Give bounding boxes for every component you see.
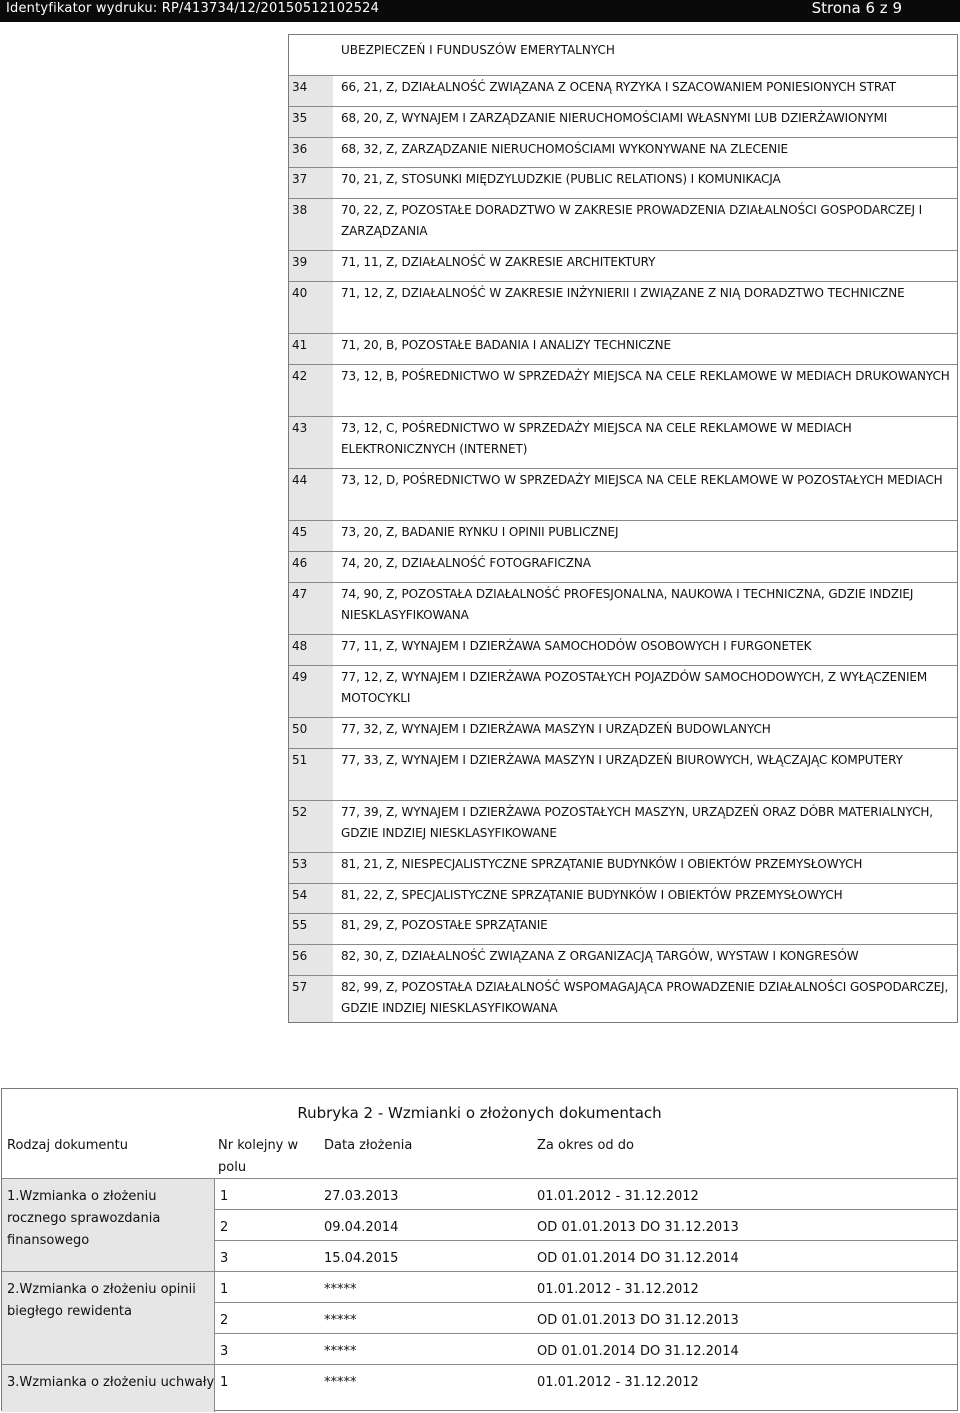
pkd-row-text: 70, 22, Z, POZOSTAŁE DORADZTWO W ZAKRESIE PROWADZENIA DZIAŁALNOŚCI GOSPODARCZEJ I ZARZĄDZANIA [341,203,923,238]
pkd-table [288,34,958,1023]
row-divider [289,800,957,801]
pkd-row-number: 48 [292,639,308,653]
row-divider [289,137,957,138]
seq-number: 1 [220,1282,229,1297]
header-doc-type: Rodzaj dokumentu [7,1138,128,1153]
pkd-row-number: 39 [292,255,308,269]
row-divider [289,106,957,107]
period-range: OD 01.01.2013 DO 31.12.2013 [537,1220,739,1235]
row-divider [289,468,957,469]
row-divider [289,665,957,666]
pkd-row-number: 54 [292,888,308,902]
page-indicator: Strona 6 z 9 [811,0,902,17]
pkd-row-number: 57 [292,980,308,994]
pkd-row-text: 66, 21, Z, DZIAŁALNOŚĆ ZWIĄZANA Z OCENĄ RYZYKA I SZACOWANIEM PONIESIONYCH STRAT [341,80,897,94]
pkd-row-number: 36 [292,142,308,156]
pkd-row-text: 73, 12, B, POŚREDNICTWO W SPRZEDAŻY MIEJSCA NA CELE REKLAMOWE W MEDIACH DRUKOWANYCH [341,369,950,383]
pkd-row-text: 71, 12, Z, DZIAŁALNOŚĆ W ZAKRESIE INŻYNIERII I ZWIĄZANE Z NIĄ DORADZTWO TECHNICZNE [341,286,905,300]
pkd-row-text: 77, 11, Z, WYNAJEM I DZIERŻAWA SAMOCHODÓW OSOBOWYCH I FURGONETEK [341,639,812,653]
seq-number: 2 [220,1313,229,1328]
pkd-row-text: 74, 90, Z, POZOSTAŁA DZIAŁALNOŚĆ PROFESJONALNA, NAUKOWA I TECHNICZNA, GDZIE INDZIEJ NIESKLASYFIKOWANA [341,587,914,622]
filed-date: ***** [324,1344,357,1359]
pkd-row-number: 46 [292,556,308,570]
pkd-row-number: 38 [292,203,308,217]
group-divider [2,1364,214,1365]
pkd-row-number: 42 [292,369,308,383]
filed-date: 09.04.2014 [324,1220,399,1235]
row-divider [289,364,957,365]
print-id: Identyfikator wydruku: RP/413734/12/20150512102524 [6,1,380,16]
pkd-row-text: 77, 32, Z, WYNAJEM I DZIERŻAWA MASZYN I URZĄDZEŃ BUDOWLANYCH [341,722,771,736]
pkd-row-number: 56 [292,949,308,963]
pkd-row-number: 51 [292,753,308,767]
pkd-row-text: 73, 12, C, POŚREDNICTWO W SPRZEDAŻY MIEJSCA NA CELE REKLAMOWE W MEDIACH ELEKTRONICZNYCH (INTERNET) [341,421,852,456]
row-divider [289,250,957,251]
pkd-row-number: 55 [292,918,308,932]
seq-number: 2 [220,1220,229,1235]
header-filed-date: Data złożenia [324,1138,413,1153]
row-divider [289,582,957,583]
row-divider [214,1271,957,1272]
row-divider [289,198,957,199]
row-divider [214,1302,957,1303]
pkd-row-number: 44 [292,473,308,487]
documents-title: Rubryka 2 - Wzmianki o złożonych dokumentach [297,1104,662,1122]
pkd-row-text: 68, 20, Z, WYNAJEM I ZARZĄDZANIE NIERUCHOMOŚCIAMI WŁASNYMI LUB DZIERŻAWIONYMI [341,111,888,125]
row-divider [289,913,957,914]
pkd-row-number: 53 [292,857,308,871]
row-divider [289,167,957,168]
pkd-row-number: 47 [292,587,308,601]
pkd-row-number: 43 [292,421,308,435]
pkd-row-text: 71, 11, Z, DZIAŁALNOŚĆ W ZAKRESIE ARCHITEKTURY [341,255,656,269]
pkd-row-number: 50 [292,722,308,736]
period-range: 01.01.2012 - 31.12.2012 [537,1189,699,1204]
row-divider [289,944,957,945]
pkd-row-text: 82, 99, Z, POZOSTAŁA DZIAŁALNOŚĆ WSPOMAGAJĄCA PROWADZENIE DZIAŁALNOŚCI GOSPODARCZEJ, GDZIE INDZIEJ NIESKLASYFIKOWANA [341,980,949,1015]
pkd-row-text: 77, 39, Z, WYNAJEM I DZIERŻAWA POZOSTAŁYCH MASZYN, URZĄDZEŃ ORAZ DÓBR MATERIALNYCH, GDZIE INDZIEJ NIESKLASYFIKOWANE [341,805,934,840]
row-divider [289,281,957,282]
filed-date: ***** [324,1282,357,1297]
row-divider [214,1240,957,1241]
period-range: OD 01.01.2013 DO 31.12.2013 [537,1313,739,1328]
document-type-label: 1.Wzmianka o złożeniu rocznego sprawozdania finansowego [7,1189,161,1248]
pkd-row-text: 74, 20, Z, DZIAŁALNOŚĆ FOTOGRAFICZNA [341,556,591,570]
row-divider [289,416,957,417]
seq-number: 1 [220,1375,229,1390]
pkd-caption: UBEZPIECZEŃ I FUNDUSZÓW EMERYTALNYCH [341,43,615,57]
pkd-row-text: 70, 21, Z, STOSUNKI MIĘDZYLUDZKIE (PUBLIC RELATIONS) I KOMUNIKACJA [341,172,781,186]
pkd-row-number: 40 [292,286,308,300]
row-divider [289,883,957,884]
row-divider [289,551,957,552]
filed-date: ***** [324,1313,357,1328]
pkd-row-text: 81, 21, Z, NIESPECJALISTYCZNE SPRZĄTANIE BUDYNKÓW I OBIEKTÓW PRZEMYSŁOWYCH [341,857,863,871]
row-divider [289,852,957,853]
filed-date: ***** [324,1375,357,1390]
seq-number: 3 [220,1251,229,1266]
pkd-row-number: 34 [292,80,308,94]
row-divider [289,75,957,76]
period-range: 01.01.2012 - 31.12.2012 [537,1282,699,1297]
period-range: OD 01.01.2014 DO 31.12.2014 [537,1251,739,1266]
row-divider [214,1333,957,1334]
header-period: Za okres od do [537,1138,634,1153]
header-divider [2,1178,957,1179]
row-divider [289,520,957,521]
pkd-row-text: 81, 29, Z, POZOSTAŁE SPRZĄTANIE [341,918,548,932]
row-divider [289,717,957,718]
pkd-row-number: 49 [292,670,308,684]
documents-table [1,1088,958,1411]
document-type-label: 2.Wzmianka o złożeniu opinii biegłego rewidenta [7,1282,196,1319]
row-divider [289,975,957,976]
pkd-row-number: 35 [292,111,308,125]
pkd-row-text: 77, 33, Z, WYNAJEM I DZIERŻAWA MASZYN I URZĄDZEŃ BIUROWYCH, WŁĄCZAJĄC KOMPUTERY [341,753,903,767]
group-divider [2,1271,214,1272]
document-type-label: 3.Wzmianka o złożeniu uchwały [7,1375,215,1390]
row-divider [289,634,957,635]
pkd-row-number: 52 [292,805,308,819]
pkd-row-text: 81, 22, Z, SPECJALISTYCZNE SPRZĄTANIE BUDYNKÓW I OBIEKTÓW PRZEMYSŁOWYCH [341,888,843,902]
pkd-row-text: 73, 20, Z, BADANIE RYNKU I OPINII PUBLICZNEJ [341,525,619,539]
pkd-row-text: 82, 30, Z, DZIAŁALNOŚĆ ZWIĄZANA Z ORGANIZACJĄ TARGÓW, WYSTAW I KONGRESÓW [341,949,859,963]
pkd-row-text: 73, 12, D, POŚREDNICTWO W SPRZEDAŻY MIEJSCA NA CELE REKLAMOWE W POZOSTAŁYCH MEDIACH [341,473,943,487]
seq-number: 1 [220,1189,229,1204]
print-header [0,0,960,22]
pkd-row-text: 68, 32, Z, ZARZĄDZANIE NIERUCHOMOŚCIAMI WYKONYWANE NA ZLECENIE [341,142,789,156]
pkd-row-number: 37 [292,172,308,186]
filed-date: 27.03.2013 [324,1189,399,1204]
period-range: OD 01.01.2014 DO 31.12.2014 [537,1344,739,1359]
pkd-row-text: 77, 12, Z, WYNAJEM I DZIERŻAWA POZOSTAŁYCH POJAZDÓW SAMOCHODOWYCH, Z WYŁĄCZENIEM MOTOCYKLI [341,670,928,705]
row-divider [214,1364,957,1365]
period-range: 01.01.2012 - 31.12.2012 [537,1375,699,1390]
row-divider [214,1209,957,1210]
pkd-row-number: 41 [292,338,308,352]
seq-number: 3 [220,1344,229,1359]
row-divider [289,748,957,749]
filed-date: 15.04.2015 [324,1251,399,1266]
row-divider [289,333,957,334]
pkd-row-text: 71, 20, B, POZOSTAŁE BADANIA I ANALIZY TECHNICZNE [341,338,672,352]
header-seq-no: Nr kolejny w polu [218,1138,299,1175]
pkd-row-number: 45 [292,525,308,539]
